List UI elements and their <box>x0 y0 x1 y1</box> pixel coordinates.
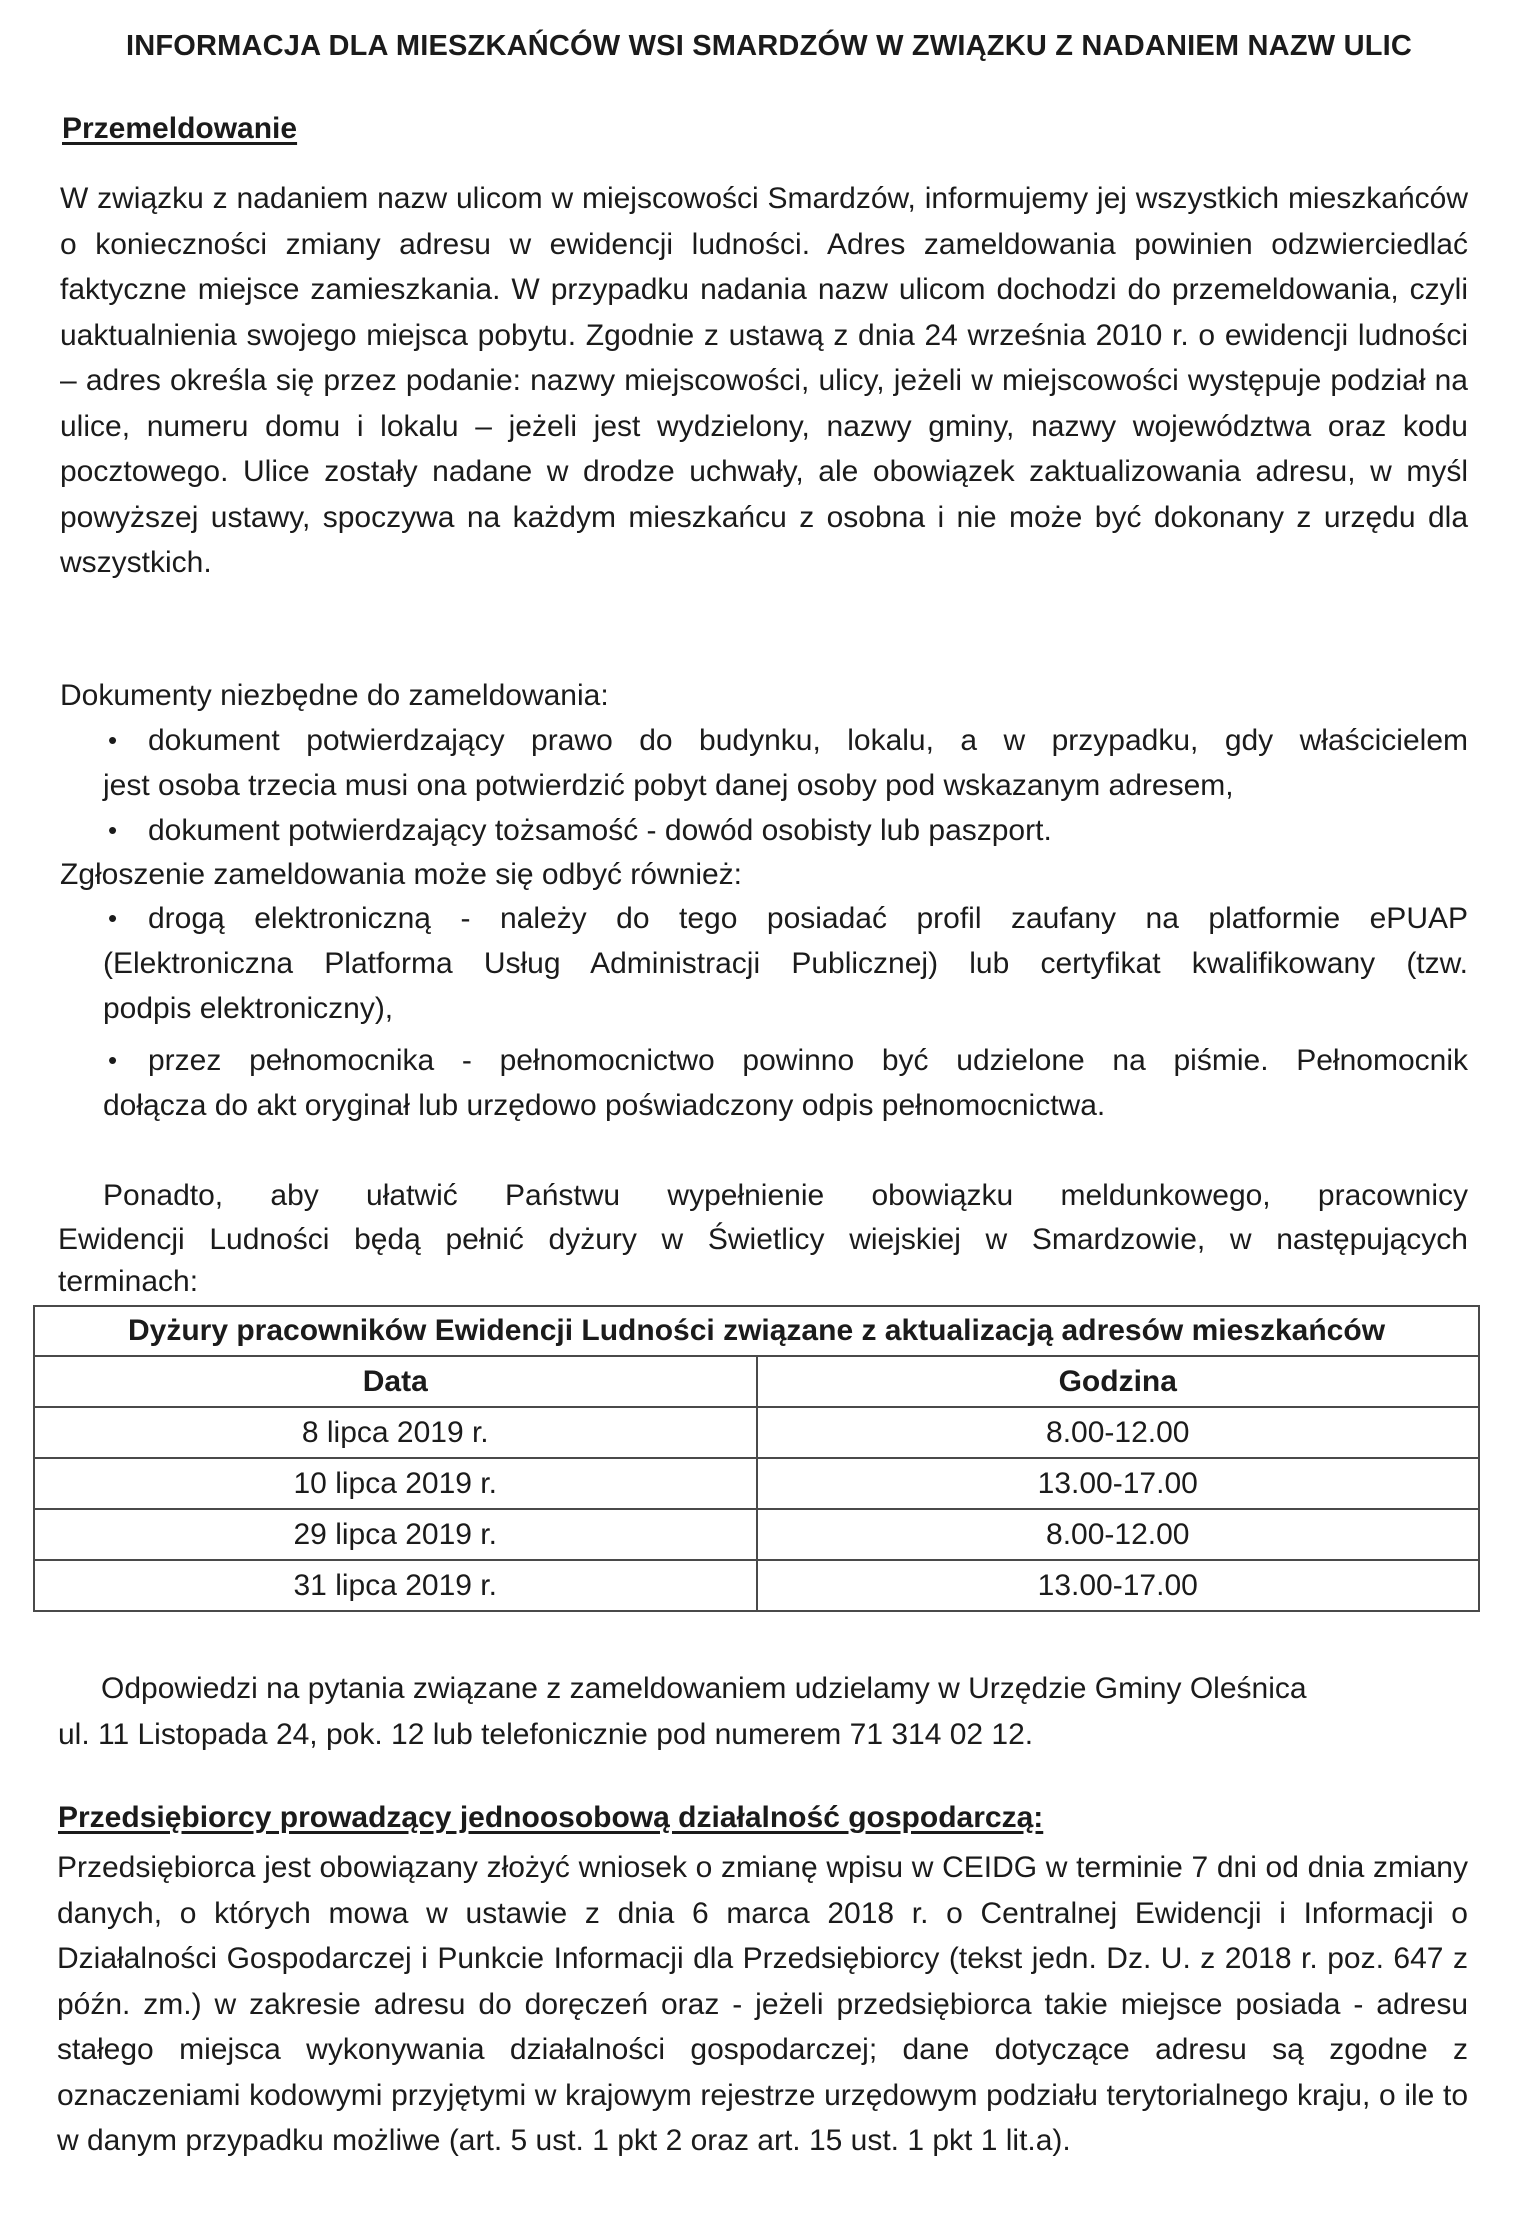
time-cell: 13.00-17.00 <box>757 1560 1480 1611</box>
bullet-icon: • <box>108 725 118 755</box>
table-row <box>34 1458 1479 1509</box>
documents-bullet-1-line-2: jest osoba trzecia musi ona potwierdzić pobyt danej osoby pod wskazanym adresem, <box>103 769 1234 802</box>
alternative-bullet-1-line-1: drogą elektroniczną - należy do tego posiadać profil zaufany na platformie ePUAP <box>148 902 1468 935</box>
alternative-bullet-1-line-3: podpis elektroniczny), <box>103 992 394 1025</box>
section-heading-przemeldowanie: Przemeldowanie <box>62 112 298 145</box>
section-heading-przedsiebiorcy: Przedsiębiorcy prowadzący jednoosobową działalność gospodarczą: <box>58 1801 1044 1834</box>
page-title: INFORMACJA DLA MIESZKAŃCÓW WSI SMARDZÓW W ZWIĄZKU Z NADANIEM NAZW ULIC <box>125 30 1413 62</box>
alternative-bullet-2-line-2: dołącza do akt oryginał lub urzędowo poświadczony odpis pełnomocnictwa. <box>103 1089 1106 1122</box>
date-cell: 8 lipca 2019 r. <box>34 1407 757 1458</box>
time-cell: 8.00-12.00 <box>757 1407 1480 1458</box>
time-cell: 13.00-17.00 <box>757 1458 1480 1509</box>
bullet-icon: • <box>108 903 118 933</box>
column-header-time: Godzina <box>757 1356 1480 1407</box>
bullet-icon: • <box>108 815 118 845</box>
contact-line-1: Odpowiedzi na pytania związane z zameldowaniem udzielamy w Urzędzie Gminy Oleśnica <box>101 1672 1307 1705</box>
date-cell: 10 lipca 2019 r. <box>34 1458 757 1509</box>
duty-line-2: Ewidencji Ludności będą pełnić dyżury w Świetlicy wiejskiej w Smardzowie, w następujących <box>58 1223 1468 1256</box>
schedule-caption: Dyżury pracowników Ewidencji Ludności związane z aktualizacją adresów mieszkańców <box>34 1306 1479 1356</box>
duty-line-1: Ponadto, aby ułatwić Państwu wypełnienie obowiązku meldunkowego, pracownicy <box>103 1179 1468 1212</box>
bullet-icon: • <box>108 1045 118 1075</box>
entrepreneur-paragraph: Przedsiębiorca jest obowiązany złożyć wniosek o zmianę wpisu w CEIDG w terminie 7 dni od dnia zmiany danych, o których mowa w ustawie z dnia 6 marca 2018 r. o Centralnej Ewidencji i Informacji o Działalności Gospodarczej i Punkcie Informacji dla Przedsiębiorcy (tekst jedn. Dz. U. z 2018 r. poz. 647 z późn. zm.) w zakresie adresu do doręczeń oraz - jeżeli przedsiębiorca takie miejsce posiada - adresu stałego miejsca wykonywania działalności gospodarczej; dane dotyczące adresu są zgodne z oznaczeniami kodowymi przyjętymi w krajowym rejestrze urzędowym podziału terytorialnego kraju, o ile to w danym przypadku możliwe (art. 5 ust. 1 pkt 2 oraz art. 15 ust. 1 pkt 1 lit.a). <box>57 1851 1468 2157</box>
table-row <box>34 1509 1479 1560</box>
documents-bullet-2: dokument potwierdzający tożsamość - dowód osobisty lub paszport. <box>148 814 1052 847</box>
duty-line-3: terminach: <box>58 1265 199 1298</box>
contact-line-2: ul. 11 Listopada 24, pok. 12 lub telefonicznie pod numerem 71 314 02 12. <box>58 1718 1034 1751</box>
alternative-bullet-1-line-2: (Elektroniczna Platforma Usług Administracji Publicznej) lub certyfikat kwalifikowany (tzw. <box>103 947 1468 980</box>
time-cell: 8.00-12.00 <box>757 1509 1480 1560</box>
alternative-bullet-2-line-1: przez pełnomocnika - pełnomocnictwo powinno być udzielone na piśmie. Pełnomocnik <box>148 1044 1468 1077</box>
documents-bullet-1-line-1: dokument potwierdzający prawo do budynku, lokalu, a w przypadku, gdy właścicielem <box>148 724 1468 757</box>
date-cell: 31 lipca 2019 r. <box>34 1560 757 1611</box>
alternative-intro: Zgłoszenie zameldowania może się odbyć również: <box>60 858 743 891</box>
documents-intro: Dokumenty niezbędne do zameldowania: <box>60 679 609 712</box>
date-cell: 29 lipca 2019 r. <box>34 1509 757 1560</box>
column-header-date: Data <box>34 1356 757 1407</box>
schedule-table <box>33 1305 1480 1612</box>
table-row <box>34 1560 1479 1611</box>
table-row <box>34 1407 1479 1458</box>
intro-paragraph: W związku z nadaniem nazw ulicom w miejscowości Smardzów, informujemy jej wszystkich mieszkańców o konieczności zmiany adresu w ewidencji ludności. Adres zameldowania powinien odzwierciedlać faktyczne miejsce zamieszkania. W przypadku nadania nazw ulicom dochodzi do przemeldowania, czyli uaktualnienia swojego miejsca pobytu. Zgodnie z ustawą z dnia 24 września 2010 r. o ewidencji ludności – adres określa się przez podanie: nazwy miejscowości, ulicy, jeżeli w miejscowości występuje podział na ulice, numeru domu i lokalu – jeżeli jest wydzielony, nazwy gminy, nazwy województwa oraz kodu pocztowego. Ulice zostały nadane w drodze uchwały, ale obowiązek zaktualizowania adresu, w myśl powyższej ustawy, spoczywa na każdym mieszkańcu z osobna i nie może być dokonany z urzędu dla wszystkich. <box>60 182 1468 579</box>
